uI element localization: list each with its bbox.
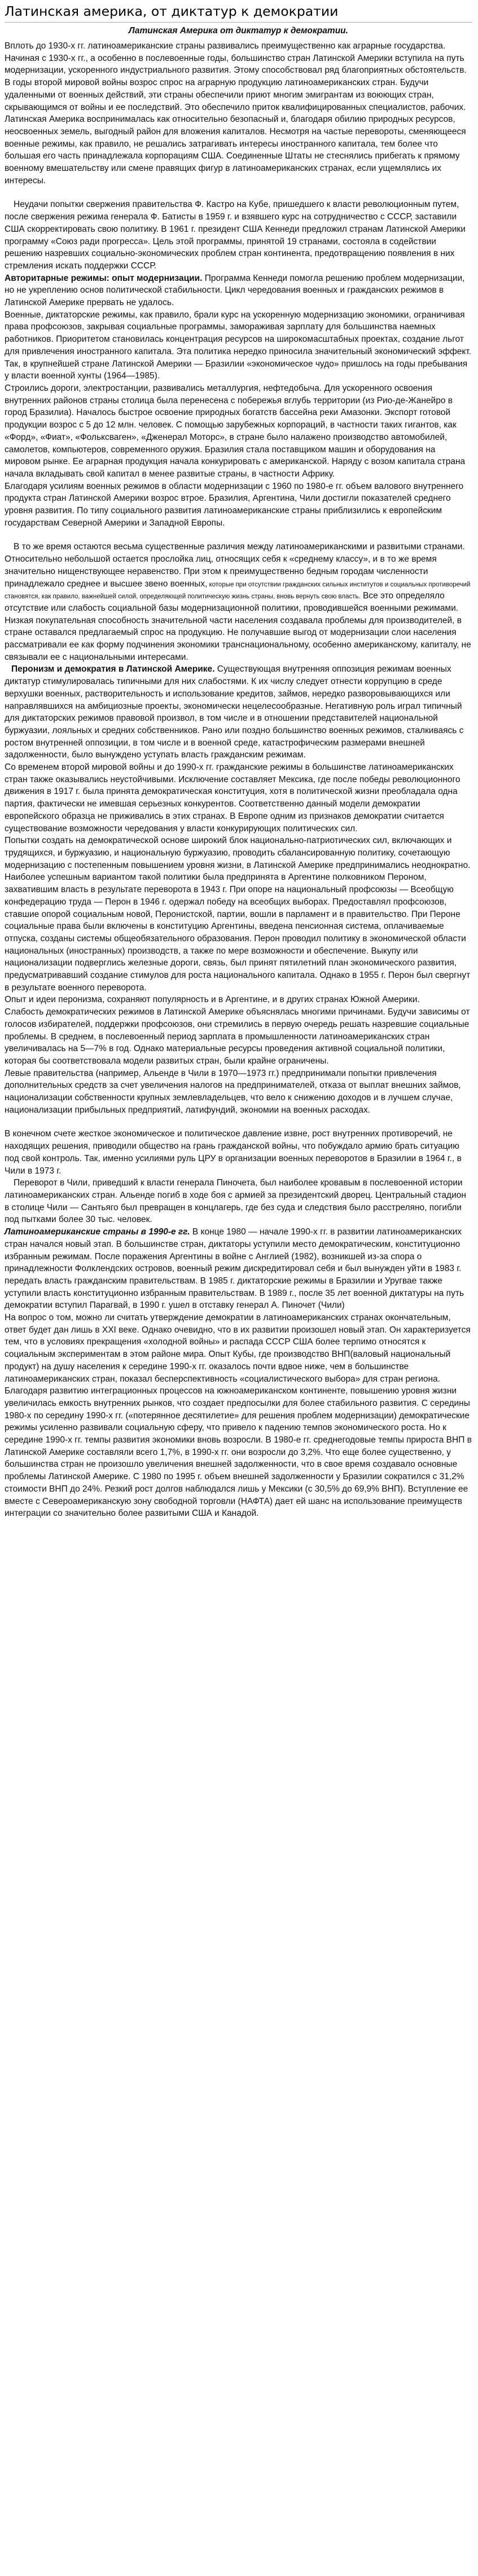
- paragraph: [5, 52, 472, 77]
- paragraph: [5, 199, 472, 272]
- paragraph-text: Со временем второй мировой войны и до 1990-х гг. гражданские режимы в большинстве латиноамериканских стран также оказывались неустойчивыми. Исключение составляет Мексика, где после победы революционного движения в 1917 г. была принята демократическая конституция, хотя в политической жизни преобладала одна партия, фактически не имевшая серьезных конкурентов. Соответственно данный модели демократии европейского образца не приживались в этих странах. В Европе одним из признаков демократии считается существование возможности чередования у власти конкурирующих политических сил.: [5, 762, 461, 833]
- paragraph: [5, 1128, 472, 1177]
- paragraph: [5, 40, 472, 52]
- section-heading: Латиноамериканские страны в 1990-е гг.: [5, 1227, 190, 1237]
- paragraph-text: Строились дороги, электростанции, развивались металлургия, нефтедобыча. Для ускоренного освоения внутренних районов страны столица была перенесена с побережья вглубь территории (из Рио-де-Жанейро в город Бразилиа). Началось быстрое освоение природных богатств бассейна реки Амазонки. Экспорт готовой продукции возрос с 5 до 12 млн. человек. С помощью зарубежных корпораций, в частности таких гигантов, как «Форд», «Фиат», «Фольксваген», «Дженерал Моторс», в стране было налажено производство автомобилей, самолетов, компьютеров, современного оружия. Бразилия стала поставщиком машин и оборудования на мировом рынке. Ее аграрная продукция начала конкурировать с американской. Наряду с возом капитала страна начала вкладывать свой капитал в менее развитые страны, в частности Африку.: [5, 383, 466, 479]
- paragraph: [5, 761, 472, 835]
- paragraph-text: Вплоть до 1930-х гг. латиноамериканские страны развивались преимущественно как аграрные государства.: [5, 41, 446, 51]
- paragraph-text: Попытки создать на демократической основе широкий блок национально-патриотических сил, включающих и трудящихся, и буржуазию, и национальную буржуазию, проводить сбалансированную политику, сочетающую модернизацию с постепенным повышением уровня жизни, в Латинской Америке предпринимались неоднократно. Наиболее успешным вариантом такой политики была предпринята в Аргентине полковником Пероном, захватившим власть в результате переворота в 1943 г. При опоре на национальный профсоюзы — Всеобщую конфедерацию труда — Перон в 1946 г. одержал победу на всеобщих выборах. Предоставлял профсоюзов, ставшие опорой социальным новой, Перонистской, партии, вошли в парламент и в правительство. При Пероне социальные права были включены в конституцию Аргентины, введена пенсионная система, оплачиваемые отпуска, созданы системы общеобязательного образования. Перон проводил политику в экономической области национальных (иностранных) производств, а также по мере возможности и обеспечение. Выкупу или национализации подверглись железные дороги, связь, был принят пятилетний план экономического развития, предусматривавший создание стимулов для роста национального капитала. Однако в 1955 г. Перон был свергнут в результате военного переворота.: [5, 836, 471, 993]
- paragraph: [5, 1006, 472, 1068]
- paragraph: [5, 1312, 472, 1385]
- paragraph: [5, 994, 472, 1006]
- paragraph-text: В конце 1980 — начале 1990-х гг. в развитии латиноамериканских стран начался новый этап. В большинстве стран, диктаторы уступили место демократическим, конституционно избранным режимам. После поражения Аргентины в войне с Англией (1982), возникшей из-за спора о принадлежности Фолклендских островов, военный режим дискредитировал себя и был вынужден уйти в 1983 г. передать власть гражданским правительствам. В 1985 г. диктаторские режимы в Бразилии и Уругвае также уступили власть конституционно избранным правительствам. В 1989 г., после 35 лет военной диктатуры на путь демократии вступил Парагвай, в 1990 г. ушел в отставку генерал А. Пиночет (Чили): [5, 1227, 464, 1311]
- paragraph-text: В годы второй мировой войны возрос спрос на аграрную продукцию латиноамериканских стран. Будучи удаленными от военных действий, эти страны обеспечили приют многим эмигрантам из воюющих стран, скрывающимся от войны и ее последствий. Это обеспечило приток квалифицированных специалистов, рабочих. Латинская Америка воспринималась как относительно безопасный и, благодаря обилию природных ресурсов, неосвоенных земель, выгодный район для вложения капиталов. Несмотря на частые перевороты, сменяющееся военные режимы, как правило, не решались затрагивать интересы иностранного капитала, тем более что большая его часть принадлежала корпорациям США. Соединенные Штаты не стеснялись прибегать к прямому военному вмешательству или смене правящих фигур в латиноамериканских странах, если ущемлялись их интересы.: [5, 78, 466, 186]
- paragraph-text: Существующая внутренняя оппозиция режимам военных диктатур стимулировалась типичными для них слабостями. К их числу следует отнести коррупцию в среде верхушки военных, растворительность и использование кредитов, займов, нередко разворовывающихся или направлявшихся на амбициозные проекты, экономически нецелесообразные. Негативную роль играл типичный для диктаторских режимов правовой произвол, в том числе и в отношении представителей национальной буржуазии, лояльных и средних собственников. Рано или поздно большинство военных режимов, сталкиваясь с ростом внутренней оппозиции, в том числе и в военной среде, катастрофическим размерами внешней задолженности, было вынуждено уступать власть гражданским режимам.: [5, 664, 464, 760]
- paragraph: [5, 1226, 472, 1312]
- paragraph: [5, 1385, 472, 1520]
- paragraph: [5, 541, 472, 663]
- paragraph: [5, 309, 472, 382]
- paragraph-text: Программа Кеннеди помогла решению проблем модернизации, но не укреплению основ политической стабильности. Цикл чередования военных и гражданских режимов в Латинской Америке прервать не удалось.: [5, 273, 465, 308]
- small-print-note: которые при отсутствии гражданских сильных институтов и социальных противоречий становятся, как правило, важнейшей силой, определяющей политическую жизнь страны, вновь вернуть свою власть.: [5, 581, 471, 601]
- paragraph-text: Благодаря развитию интеграционных процессов на южноамериканском континенте, повышению уровня жизни увеличилась емкость внутренних рынков, что создает предпосылки для более стабильного развития. С середины 1980-х по середину 1990-х гг. («потерянное десятилетие» для решения проблем модернизации) демократические режимы усиленно развивали социальную сферу, что привело к падению темпов экономического роста. Но к середине 1990-х гг. темпы развития экономики вновь возросли. В 1980-е гг. среднегодовые темпы прироста ВНП в Латинской Америке составляли всего 1,7%, в 1990-х гг. они возросли до 3,2%. Что еще более существенно, у большинства стран не произошло увеличения внешней задолженности, что в свое время создавало основные проблемы Латинской Америке. С 1980 по 1995 г. объем внешней задолженности у Бразилии сократился с 31,2% стоимости ВНП до 24%. Резкий рост долгов наблюдался лишь у Мексики (с 30,5% до 69,9% ВНП). Вступление ее вместе с Североамериканскую зону свободной торговли (НАФТА) дает ей шанс на использование преимуществ интеграции со значительно более развитыми США и Канадой.: [5, 1386, 472, 1519]
- paragraph-text: Переворот в Чили, приведший к власти генерала Пиночета, был наиболее кровавым в послевоенной истории латиноамериканских стран. Альенде погиб в ходе боя с армией за президентский дворец. Центральный стадион в столице Чили — Сантьяго был превращен в концлагерь, где без суда и следствия было расстреляно, погибли под пытками более 30 тыс. человек.: [5, 1178, 466, 1225]
- paragraph-text: Левые правительства (например, Альенде в Чили в 1970—1973 гг.) предпринимали попытки привлечения дополнительных средств за счет увеличения налогов на предпринимателей, отказа от выплат внешних займов, национализации собственности крупных землевладельцев, что вело к снижению доходов и в лучшем случае, национализации прибыльных предприятий, латифундий, экономии на военных расходах.: [5, 1068, 461, 1115]
- paragraph: [5, 272, 472, 309]
- section-heading: Авторитарные режимы: опыт модернизации.: [5, 273, 203, 283]
- paragraph: [5, 382, 472, 480]
- paragraph-text: Слабость демократических режимов в Латинской Америке объяснялась многими причинами. Будучи зависимы от голосов избирателей, поддержки профсоюзов, они стремились в первую очередь решать назревшие социальные проблемы. В среднем, в послевоенный период зарплата в промышленности латиноамериканских стран увеличивалась на 5—7% в год. Однако материальные ресурсы проведения активной социальной политики, которая бы соответствовала модели развитых стран, были крайне ограничены.: [5, 1007, 470, 1066]
- section-heading: Перонизм и демократия в Латинской Америке.: [11, 664, 215, 674]
- paragraph-text: Неудачи попытки свержения правительства Ф. Кастро на Кубе, пришедшего к власти революционным путем, после свержения режима генерала Ф. Батисты в 1959 г. и взявшего курс на сотрудничество с СССР, заставили США скорректировать свою политику. В 1961 г. президент США Кеннеди предложил странам Латинской Америки программу «Союз ради прогресса». Цель этой программы, принятой 19 странами, состояла в содействии решению назревших социально-экономических проблем стран континента, предотвращению появления в них стремления искать поддержки СССР.: [5, 200, 466, 271]
- paragraph: [5, 663, 472, 761]
- document-title: Латинская америка, от диктатур к демократии: [5, 3, 472, 23]
- paragraph-text: В конечном счете жесткое экономическое и политическое давление извне, рост внутренних противоречий, не находящих решения, приводили общество на грань гражданской войны, что побуждало армию брать ситуацию под свой контроль. Так, именно усилиями руль ЦРУ в организации военных переворотов в Бразилии в 1964 г., в Чили в 1973 г.: [5, 1129, 462, 1176]
- article-body: [5, 40, 472, 1520]
- paragraph: [5, 1177, 472, 1226]
- paragraph-text: На вопрос о том, можно ли считать утверждение демократии в латиноамериканских странах окончательным, ответ будет дан лишь в XXI веке. Однако очевидно, что в их развитии произошел новый этап. Он характеризуется тем, что в условиях прекращения «холодной войны» и распада СССР США более терпимо относятся к социальным экспериментам в этом районе мира. Опыт Кубы, где производство ВНП(валовый национальный продукт) на душу населения к середине 1990-х гг. оказалось почти вдвое ниже, чем в большинстве латиноамериканских стран, показал бесперспективность «социалистического выбора» для стран региона.: [5, 1313, 471, 1384]
- document-subtitle: Латинская Америка от диктатур к демократии.: [129, 26, 348, 36]
- paragraph: [5, 835, 472, 994]
- paragraph: [5, 1068, 472, 1117]
- paragraph-text: Опыт и идеи перонизма, сохраняют популярность и в Аргентине, и в других странах Южной Америки.: [5, 995, 420, 1005]
- paragraph: [5, 77, 472, 187]
- paragraph: [5, 480, 472, 530]
- paragraph-text: Военные, диктаторские режимы, как правило, брали курс на ускоренную модернизацию экономики, ограничивая права профсоюзов, закрывая социальные программы, замораживая зарплату для большинства наемных работников. Приоритетом становилась концентрация ресурсов на широкомасштабных проектах, создание льгот для привлечения иностранного капитала. Эта политика нередко приносила значительный экономический эффект. Так, в крупнейшей стране Латинской Америки — Бразилии «экономическое чудо» пришлось на годы пребывания у власти военной хунты (1964—1985).: [5, 310, 472, 381]
- paragraph-text: Начиная с 1930-х гг., а особенно в послевоенные годы, большинство стран Латинской Америки вступила на путь модернизации, ускоренного индустриального развития. Этому способствовал ряд благоприятных обстоятельств.: [5, 53, 467, 76]
- paragraph-text: Благодаря усилиям военных режимов в области модернизации с 1960 по 1980-е гг. объем валового внутреннего продукта стран Латинской Америки возрос втрое. Бразилия, Аргентина, Чили достигли показателей среднего уровня развития. По типу социального развития латиноамериканские страны приблизились к европейским государствам Северной Америки и Западной Европы.: [5, 481, 464, 528]
- paragraph-text: В то же время остаются весьма существенные различия между латиноамериканскими и развитыми странами. Относительно небольшой остается прослойка лиц, относящих себя к «среднему классу», и в то же время значительно нищенствующее неравенство. При этом к преимущественно бедным городам численности принадлежало среднее и высшее звено военных,: [5, 542, 465, 589]
- paragraph-text: Все это определяло отсутствие или слабость социальной базы модернизационной политики, проводившейся военными режимами. Низкая покупательная способность значительной части населения создавала проблемы для производителей, в стране оставался предлагаемый спрос на продукцию. Не получавшие выгод от модернизации слои населения рассматривали ее как форму подчинения экономики транснациональному, особенно американскому, капиталу, не связывали ее с национальными интересами.: [5, 591, 471, 662]
